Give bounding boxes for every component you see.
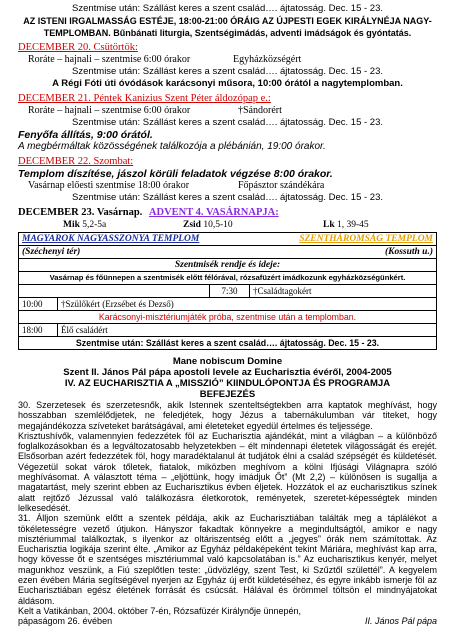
reading-2: Zsid 10,5-10 <box>183 220 233 230</box>
devotion-note: Szentmise után: Szállást keres a szent család…. ájtatosság. Dec. 15 - 23. <box>71 66 383 77</box>
event-note: A megbérmáltak közösségének találkozója a plébánián, 19:00 órakor. <box>18 141 326 152</box>
article <box>18 356 437 627</box>
paragraph: 31. Álljon szemünk előtt a szentek példája, akik az Eucharisztiában találták meg a táplálékot a tökéletességre vezető útjukon. Hányszor fakadtak könnyekre a megindultságtól, amikor e nagy misztériummal találkoztak, s ilyenkor az oltáriszentség előtt a „jegyes” órák nem számítottak. Az Eucharisztia logikája szerint élte. „Amikor az Egyház példaképeként tekint Máriára, meghívást kap arra, hogy kövesse őt e szentséges misztériummal való kapcsolatában is.” Az eucharisztikus kenyér, melyet magunkhoz veszünk, a Fiú szeplőtlen teste: „üdvözlégy, szent Test, ki Szűztől születtél”. A kegyelem ezen évében Mária segítségével nyerjen az Egyház új erőt küldetéséhez, és egyre inkább ismerje föl az Eucharisztiában egész életének forrását és csúcsát. Hálával és örömmel töltsön el mindnyájatokat áldásom. <box>18 513 437 606</box>
sunday-schedule-table <box>18 232 437 350</box>
article-body <box>18 400 437 627</box>
devotion-note: Szentmise után: Szállást keres a szent család…. ájtatosság. Dec. 15 - 23. <box>71 117 383 128</box>
closing-row <box>18 616 437 626</box>
mass-time: Vasárnap előesti szentmise 18:00 órakor <box>28 180 190 191</box>
reading-1: Mik 5,2-5a <box>63 220 107 230</box>
mass-time: Roráte – hajnali – szentmise 6:00 órakor <box>28 105 191 116</box>
mass-row-730 <box>19 284 436 297</box>
mass-row-dec21 <box>18 105 437 117</box>
mass-row-1000 <box>19 297 436 310</box>
article-chapter: IV. AZ EUCHARISZTIA A „MISSZIÓ” KIINDULÓPONTJA ÉS PROGRAMJA <box>64 378 391 389</box>
signature-name: II. János Pál pápa <box>364 616 437 627</box>
mass-intention: Egyházközségért <box>233 54 302 65</box>
mass-intention: †Sándorért <box>238 105 282 116</box>
mass-time: 18:00 <box>22 325 43 335</box>
reading-3: Lk 1, 39-45 <box>323 220 369 230</box>
readings-row <box>18 219 437 231</box>
paragraph: 30. Szerzetesek és szerzetesnők, akik Istennek szenteltségtekben arra kaptatok meghívást, hogy hosszabban szemlélődjetek, ne feledjétek, hogy Jézus a tabernákulumban vár titeket, hogy megajándékozza szíveteket barátságával, ami életeteket egyedül értelmes és teljessége. <box>18 400 437 431</box>
article-subtitle: Szent II. János Pál pápa apostoli levele az Eucharisztia évéről, 2004-2005 <box>63 367 392 378</box>
closing-date: pápaságom 26. évében <box>18 616 113 627</box>
event-note: Fenyőfa állítás, 9:00 órától. <box>18 129 153 141</box>
street-right: (Kossuth u.) <box>384 247 433 257</box>
event-note: A Régi Fóti úti óvódások karácsonyi műsora, 10:00 órától a nagytemplomban. <box>52 78 403 89</box>
mercy-evening-line-2: TEMPLOMBAN. Bűnbánati liturgia, Szentségimádás, adventi imádságok és gyóntatás. <box>43 28 412 38</box>
devotion-row <box>19 336 436 349</box>
church-left: MAGYAROK NAGYASSZONYA TEMPLOM <box>22 234 200 244</box>
mass-row-dec20 <box>18 54 437 66</box>
devotion-note: Szentmise után: Szállást keres a szent család…. ájtatosság. Dec. 15 - 23. <box>71 192 383 203</box>
mercy-evening-line-1: AZ ISTENI IRGALMASSÁG ESTÉJE, 18:00-21:00 ÓRÁIG AZ ÚJPESTI EGEK KIRÁLYNÉJA NAGY- <box>23 16 432 26</box>
street-left: (Széchenyi tér) <box>22 247 81 257</box>
church-right: SZENTHÁROMSÁG TEMPLOM <box>299 234 433 244</box>
mass-intention: Élő családért <box>57 324 436 336</box>
advent-label: ADVENT 4. VASÁRNAPJA: <box>148 207 279 218</box>
church-names-row <box>19 233 436 245</box>
paragraph: Krisztushívők, valamennyien fedezzétek föl az Eucharisztia ajándékát, mint a világban – a különböző foglalkozásokban és a legváltozatosabb helyzetekben – élt mindennapi életetek világosságát és erejét. Elsősorban azért fedezzétek föl, hogy maradéktalanul át tudjátok élni a család szépségét és küldetését. Végezetül sokat várok tőletek, fiatalok, miközben meghívom a kölni Ifjúsági Világnapra szóló meghívásomat. A választott téma – „eljöttünk, hogy imádjuk Őt” (Mt 2,2) – különösen is sugallja a magatartást, mely szerint ebben az Eucharisztikus évben éljetek. Hozzátok el az eucharisztikus színek alatt rejtőző Jézussal való találkozásra életkorotok, reményetek, szeretet-képességtek minden lelkesedését. <box>18 430 437 513</box>
event-note: Templom díszítése, jászol körüli feladatok végzése 8:00 órakor. <box>18 168 333 180</box>
article-section: BEFEJEZÉS <box>199 389 256 400</box>
mass-row-dec22 <box>18 180 437 192</box>
pageant-row <box>19 310 436 323</box>
mass-intention: Főpásztor szándékára <box>238 180 325 191</box>
day-heading-dec23 <box>18 207 437 219</box>
closing-line: Kelt a Vatikánban, 2004. október 7-én, Rózsafüzér Királynője ünnepén, <box>18 605 302 616</box>
sunday-note: Vasárnap és főünnepen a szentmisék előtt félórával, rózsafüzért imádkozunk egyházközségünkért. <box>49 273 406 282</box>
order-title: Szentmisék rendje és ideje: <box>174 260 281 270</box>
mass-time: 10:00 <box>22 299 43 309</box>
day-heading-dec22: DECEMBER 22. Szombat: <box>18 156 134 167</box>
mass-time: Roráte – hajnali – szentmise 6:00 órakor <box>28 54 191 65</box>
church-streets-row <box>19 245 436 258</box>
devotion-note: Szentmise után: Szállást keres a szent család…. ájtatosság. Dec. 15 - 23. <box>75 338 380 348</box>
order-title-row <box>19 258 436 271</box>
day-heading-dec20: DECEMBER 20. Csütörtök: <box>18 42 138 53</box>
pageant-note: Karácsonyi-misztériumjáték próba, szentmise után a templomban. <box>98 312 357 322</box>
article-title: Mane nobiscum Domine <box>172 356 283 367</box>
sunday-note-row <box>19 271 436 284</box>
mass-intention: †Családtagokért <box>249 285 436 297</box>
day-label: DECEMBER 23. Vasárnap. <box>18 207 143 218</box>
mass-time: 7:30 <box>209 285 249 297</box>
devotion-note: Szentmise után: Szállást keres a szent család…. ájtatosság. Dec. 15 - 23. <box>71 3 383 14</box>
mass-intention: †Szülőkért (Erzsébet és Dezső) <box>57 298 436 310</box>
day-heading-dec21: DECEMBER 21. Péntek Kanizius Szent Péter áldozópap e.: <box>18 93 271 104</box>
mass-row-1800 <box>19 323 436 336</box>
